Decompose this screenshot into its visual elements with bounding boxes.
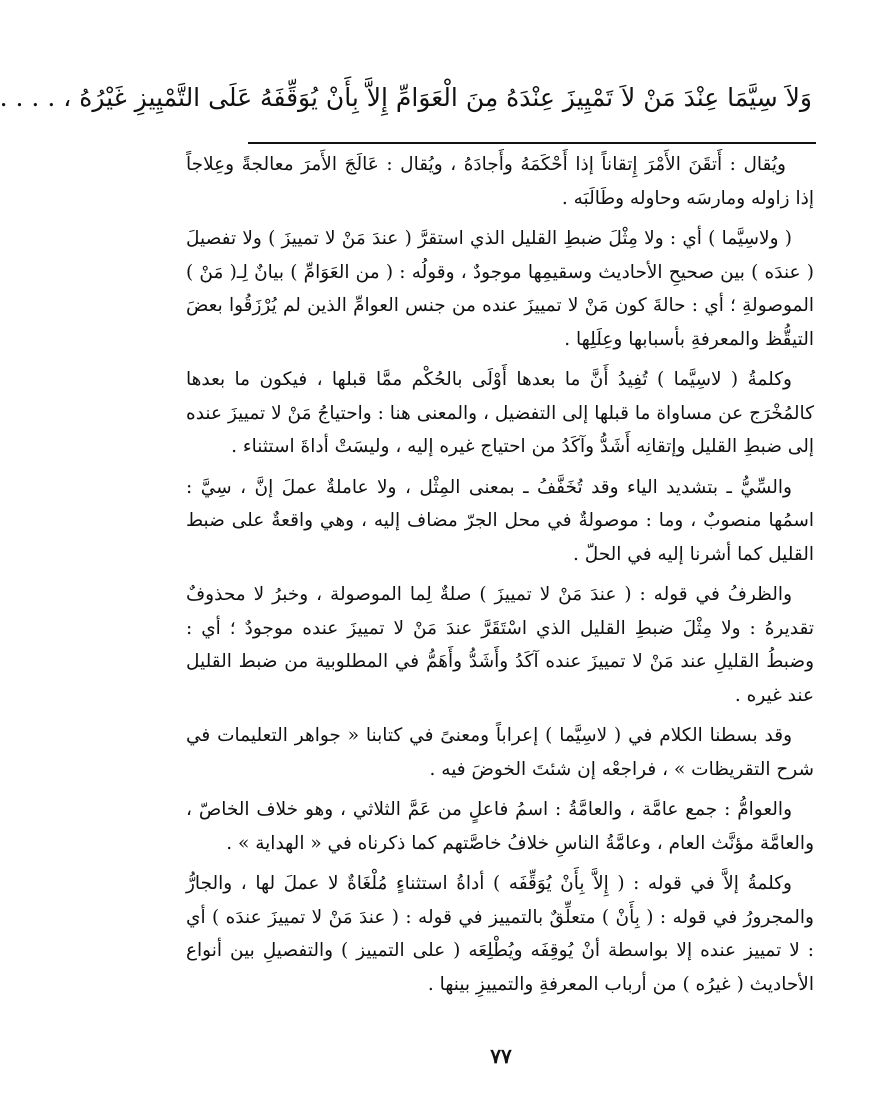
- commentary-paragraph: وقد بسطنا الكلام في ( لاسِيَّما ) إعراباً ومعنىً في كتابنا « جواهر التعليمات في شرح التقريظات » ، فراجعْه إن شئتَ الخوضَ فيه .: [186, 725, 814, 780]
- commentary-paragraph: والعوامُّ : جمع عامَّة ، والعامَّةُ : اسمُ فاعلٍ من عَمَّ الثلاثي ، وهو خلاف الخاصّ ، والعامَّة مؤنَّث العام ، وعامَّةُ الناسِ خلافُ خاصَّتهم كما ذكرناه في « الهداية » .: [186, 799, 814, 854]
- commentary-paragraph: والسِّيُّ ـ بتشديد الياء وقد تُخَفَّفُ ـ بمعنى المِثْل ، ولا عاملةٌ عملَ إنَّ ، سِيَّ : اسمُها منصوبٌ ، وما : موصولةٌ في محل الجرّ مضاف إليه ، وهي واقعةٌ على ضبط القليل كما أشرنا إليه في الحلّ .: [186, 476, 814, 565]
- commentary-paragraph: والظرفُ في قوله : ( عندَ مَنْ لا تمييزَ ) صلةٌ لِما الموصولة ، وخبرُ لا محذوفٌ تقديرهُ : ولا مِثْلَ ضبطِ القليل الذي اسْتَقَرَّ عندَ مَنْ لا تمييزَ عنده موجودٌ ؛ أي : وضبطُ القليلِ عند مَنْ لا تمييزَ عنده آكَدُ وأَشَدُّ وأَهَمُّ في المطلوبية من ضبط القليل عند غيره .: [186, 584, 814, 706]
- commentary-paragraph: وكلمةُ إلاَّ في قوله : ( إِلاَّ بِأَنْ يُوَقِّفَه ) أداةُ استثناءٍ مُلْغَاةٌ لا عملَ لها ، والجارُّ والمجرورُ في قوله : ( بِأَنْ ) متعلِّقٌ بالتمييز في قوله : ( عندَ مَنْ لا تمييزَ عندَه ) أي : لا تمييز عنده إلا بواسطة أنْ يُوقِفَه ويُطْلِعَه ( على التمييز ) والتفصيلِ بين أنواع الأحاديث ( غيرُه ) من أرباب المعرفةِ والتمييزِ بينها .: [186, 873, 814, 995]
- commentary-paragraph: وكلمةُ ( لاسِيَّما ) تُفِيدُ أَنَّ ما بعدها أَوْلَى بالحُكْم ممَّا قبلها ، فيكون ما بعدها كالمُخْرَج عن مساواة ما قبلها إلى التفضيل ، والمعنى هنا : واحتياجُ مَنْ لا تمييزَ عنده إلى ضبطِ القليل وإتقانِه أَشَدُّ وآكَدُ من احتياج غيره إليه ، وليسَتْ أداةَ استثناء .: [186, 369, 814, 457]
- commentary-body: [186, 148, 814, 1008]
- commentary-paragraph: ( ولاسِيَّما ) أي : ولا مِثْلَ ضبطِ القليل الذي استقرَّ ( عندَ مَنْ لا تمييزَ ) ولا تفصيلَ ( عندَه ) بين صحيحِ الأحاديث وسقيمِها موجودٌ ، وقولُه : ( من العَوَامِّ ) بيانٌ لِـ( مَنْ ) الموصولةِ ؛ أي : حالةَ كون مَنْ لا تمييزَ عنده من جنس العوامِّ الذين لم يُرْزَقُوا بعضَ التيقُّظ والمعرفةِ بأسبابها وعِلَلِها .: [186, 228, 814, 350]
- separator-rule: [248, 142, 816, 144]
- page-number: ٧٧: [490, 1044, 512, 1068]
- commentary-paragraph: ويُقال : أَتقَنَ الأَمْرَ إِتقاناً إذا أَحْكَمَهُ وأَجادَهُ ، ويُقال : عَالَجَ الأَمرَ معالجةً وعِلاجاً إذا زاوله ومارسَه وحاوله وطَالَبَه .: [186, 154, 814, 209]
- matn-header-line: وَلاَ سِيَّمَا عِنْدَ مَنْ لاَ تَمْيِيزَ عِنْدَهُ مِنَ الْعَوَامِّ إِلاَّ بِأَنْ يُوَقِّفَهُ عَلَى التَّمْيِيزِ غَيْرُهُ ، . . . .: [0, 83, 812, 112]
